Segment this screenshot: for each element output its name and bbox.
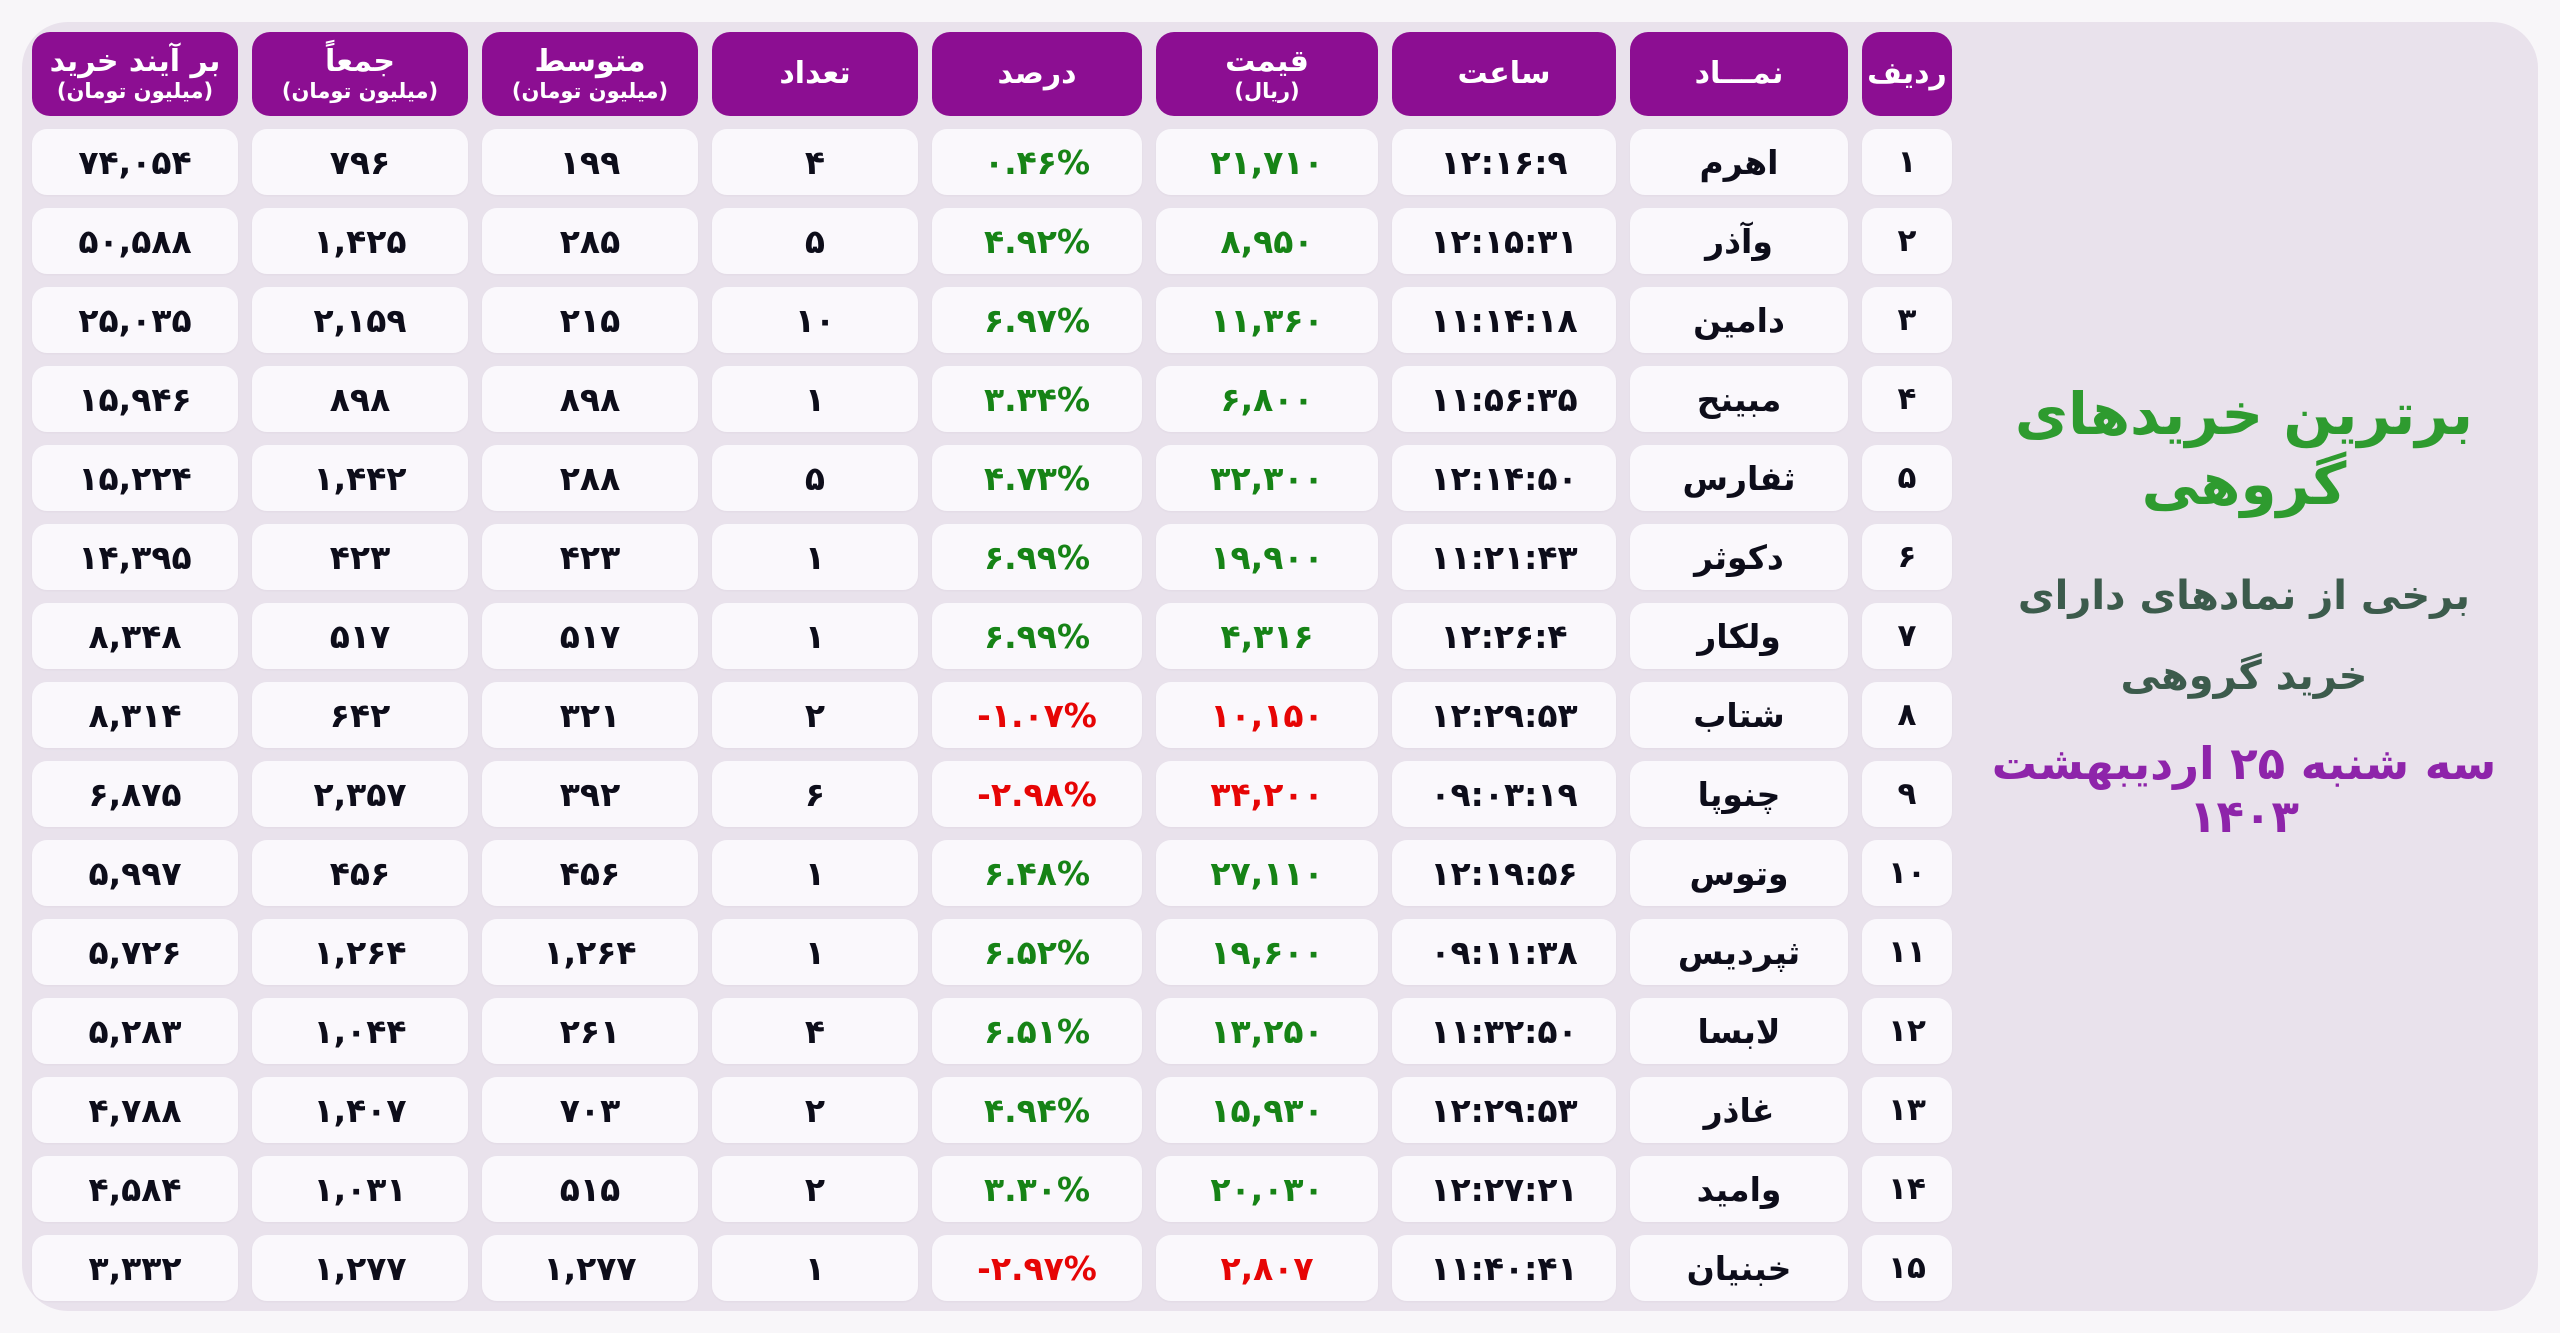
header-time: ساعت — [1392, 32, 1616, 116]
cell-price: ۸,۹۵۰ — [1156, 208, 1378, 274]
cell-symbol: شتاب — [1630, 682, 1848, 748]
cell-avg: ۷۰۳ — [482, 1077, 698, 1143]
cell-index: ۱۳ — [1862, 1077, 1952, 1143]
cell-time: ۱۱:۴۰:۴۱ — [1392, 1235, 1616, 1301]
cell-percent: ۶.۹۹% — [932, 524, 1142, 590]
cell-index: ۱۴ — [1862, 1156, 1952, 1222]
cell-count: ۱ — [712, 603, 918, 669]
cell-index: ۲ — [1862, 208, 1952, 274]
cell-time: ۱۲:۲۹:۵۳ — [1392, 682, 1616, 748]
cell-count: ۴ — [712, 129, 918, 195]
cell-symbol: اهرم — [1630, 129, 1848, 195]
cell-time: ۱۲:۲۶:۴ — [1392, 603, 1616, 669]
cell-time: ۱۱:۵۶:۳۵ — [1392, 366, 1616, 432]
cell-percent: ۴.۷۳% — [932, 445, 1142, 511]
cell-time: ۰۹:۰۳:۱۹ — [1392, 761, 1616, 827]
cell-percent: -۲.۹۷% — [932, 1235, 1142, 1301]
cell-total: ۱,۴۰۷ — [252, 1077, 468, 1143]
cell-symbol: ولکار — [1630, 603, 1848, 669]
cell-symbol: چنوپا — [1630, 761, 1848, 827]
header-price: قیمت (ریال) — [1156, 32, 1378, 116]
cell-index: ۷ — [1862, 603, 1952, 669]
cell-avg: ۳۲۱ — [482, 682, 698, 748]
subtitle-line-1: برخی از نمادهای دارای — [2017, 573, 2471, 620]
cell-price: ۱۳,۲۵۰ — [1156, 998, 1378, 1064]
cell-count: ۵ — [712, 208, 918, 274]
cell-total: ۷۹۶ — [252, 129, 468, 195]
header-count: تعداد — [712, 32, 918, 116]
cell-avg: ۴۵۶ — [482, 840, 698, 906]
cell-avg: ۲۶۱ — [482, 998, 698, 1064]
cell-time: ۱۲:۱۵:۳۱ — [1392, 208, 1616, 274]
cell-net: ۷۴,۰۵۴ — [32, 129, 238, 195]
cell-avg: ۳۹۲ — [482, 761, 698, 827]
cell-total: ۲,۱۵۹ — [252, 287, 468, 353]
cell-percent: ۶.۹۹% — [932, 603, 1142, 669]
cell-count: ۱ — [712, 919, 918, 985]
cell-total: ۴۲۳ — [252, 524, 468, 590]
cell-price: ۱۹,۶۰۰ — [1156, 919, 1378, 985]
cell-index: ۶ — [1862, 524, 1952, 590]
cell-net: ۴,۷۸۸ — [32, 1077, 238, 1143]
cell-avg: ۲۸۸ — [482, 445, 698, 511]
cell-total: ۱,۴۴۲ — [252, 445, 468, 511]
cell-symbol: لابسا — [1630, 998, 1848, 1064]
cell-price: ۴,۳۱۶ — [1156, 603, 1378, 669]
cell-total: ۱,۴۲۵ — [252, 208, 468, 274]
cell-index: ۱ — [1862, 129, 1952, 195]
infographic-panel — [22, 22, 2538, 1311]
cell-time: ۱۲:۱۶:۹ — [1392, 129, 1616, 195]
cell-count: ۲ — [712, 1077, 918, 1143]
cell-net: ۵,۹۹۷ — [32, 840, 238, 906]
cell-time: ۰۹:۱۱:۳۸ — [1392, 919, 1616, 985]
cell-count: ۱ — [712, 366, 918, 432]
cell-total: ۱,۲۷۷ — [252, 1235, 468, 1301]
header-symbol: نمـــاد — [1630, 32, 1848, 116]
cell-net: ۵۰,۵۸۸ — [32, 208, 238, 274]
cell-symbol: خبنیان — [1630, 1235, 1848, 1301]
cell-price: ۲۷,۱۱۰ — [1156, 840, 1378, 906]
cell-index: ۱۲ — [1862, 998, 1952, 1064]
date-label: سه شنبه ۲۵ اردیبهشت ۱۴۰۳ — [1991, 737, 2497, 844]
cell-index: ۵ — [1862, 445, 1952, 511]
cell-net: ۱۵,۹۴۶ — [32, 366, 238, 432]
cell-symbol: دکوثر — [1630, 524, 1848, 590]
cell-total: ۴۵۶ — [252, 840, 468, 906]
cell-avg: ۵۱۵ — [482, 1156, 698, 1222]
cell-index: ۹ — [1862, 761, 1952, 827]
cell-symbol: وآذر — [1630, 208, 1848, 274]
cell-time: ۱۲:۱۹:۵۶ — [1392, 840, 1616, 906]
cell-price: ۲,۸۰۷ — [1156, 1235, 1378, 1301]
cell-total: ۱,۰۳۱ — [252, 1156, 468, 1222]
header-net: بر آیند خرید (میلیون تومان) — [32, 32, 238, 116]
header-avg: متوسط (میلیون تومان) — [482, 32, 698, 116]
cell-time: ۱۲:۲۷:۲۱ — [1392, 1156, 1616, 1222]
cell-avg: ۸۹۸ — [482, 366, 698, 432]
cell-symbol: ثفارس — [1630, 445, 1848, 511]
cell-time: ۱۲:۱۴:۵۰ — [1392, 445, 1616, 511]
cell-percent: ۳.۳۴% — [932, 366, 1142, 432]
cell-count: ۱ — [712, 524, 918, 590]
cell-avg: ۱,۲۷۷ — [482, 1235, 698, 1301]
cell-percent: -۱.۰۷% — [932, 682, 1142, 748]
cell-total: ۱,۲۶۴ — [252, 919, 468, 985]
cell-percent: ۴.۹۲% — [932, 208, 1142, 274]
cell-index: ۱۰ — [1862, 840, 1952, 906]
cell-percent: ۶.۵۲% — [932, 919, 1142, 985]
cell-index: ۴ — [1862, 366, 1952, 432]
table-grid — [32, 32, 1952, 1301]
cell-percent: ۶.۵۱% — [932, 998, 1142, 1064]
cell-total: ۵۱۷ — [252, 603, 468, 669]
cell-time: ۱۱:۳۲:۵۰ — [1392, 998, 1616, 1064]
title-block — [1960, 32, 2528, 1301]
cell-net: ۲۵,۰۳۵ — [32, 287, 238, 353]
cell-time: ۱۱:۲۱:۴۳ — [1392, 524, 1616, 590]
cell-count: ۲ — [712, 1156, 918, 1222]
cell-count: ۶ — [712, 761, 918, 827]
cell-index: ۱۱ — [1862, 919, 1952, 985]
cell-symbol: وتوس — [1630, 840, 1848, 906]
cell-percent: ۴.۹۴% — [932, 1077, 1142, 1143]
cell-percent: ۳.۳۰% — [932, 1156, 1142, 1222]
cell-count: ۴ — [712, 998, 918, 1064]
cell-count: ۲ — [712, 682, 918, 748]
cell-time: ۱۱:۱۴:۱۸ — [1392, 287, 1616, 353]
cell-count: ۱۰ — [712, 287, 918, 353]
cell-percent: ۰.۴۶% — [932, 129, 1142, 195]
cell-symbol: دامین — [1630, 287, 1848, 353]
cell-price: ۱۱,۳۶۰ — [1156, 287, 1378, 353]
cell-avg: ۱,۲۶۴ — [482, 919, 698, 985]
cell-index: ۳ — [1862, 287, 1952, 353]
cell-net: ۶,۸۷۵ — [32, 761, 238, 827]
cell-avg: ۴۲۳ — [482, 524, 698, 590]
cell-index: ۱۵ — [1862, 1235, 1952, 1301]
cell-net: ۸,۳۴۸ — [32, 603, 238, 669]
cell-price: ۳۲,۳۰۰ — [1156, 445, 1378, 511]
cell-price: ۲۱,۷۱۰ — [1156, 129, 1378, 195]
cell-symbol: وامید — [1630, 1156, 1848, 1222]
cell-percent: ۶.۹۷% — [932, 287, 1142, 353]
header-total: جمعاً (میلیون تومان) — [252, 32, 468, 116]
cell-price: ۱۵,۹۳۰ — [1156, 1077, 1378, 1143]
cell-count: ۱ — [712, 840, 918, 906]
cell-time: ۱۲:۲۹:۵۳ — [1392, 1077, 1616, 1143]
cell-index: ۸ — [1862, 682, 1952, 748]
cell-total: ۸۹۸ — [252, 366, 468, 432]
cell-percent: ۶.۴۸% — [932, 840, 1142, 906]
cell-net: ۳,۳۳۲ — [32, 1235, 238, 1301]
cell-net: ۱۴,۳۹۵ — [32, 524, 238, 590]
cell-total: ۶۴۲ — [252, 682, 468, 748]
cell-avg: ۱۹۹ — [482, 129, 698, 195]
cell-count: ۱ — [712, 1235, 918, 1301]
cell-avg: ۲۱۵ — [482, 287, 698, 353]
cell-price: ۶,۸۰۰ — [1156, 366, 1378, 432]
cell-symbol: مبینح — [1630, 366, 1848, 432]
cell-price: ۳۴,۲۰۰ — [1156, 761, 1378, 827]
cell-avg: ۲۸۵ — [482, 208, 698, 274]
subtitle-line-2: خرید گروهی — [2120, 653, 2368, 700]
cell-total: ۲,۳۵۷ — [252, 761, 468, 827]
header-index: ردیف — [1862, 32, 1952, 116]
cell-net: ۱۵,۲۲۴ — [32, 445, 238, 511]
cell-count: ۵ — [712, 445, 918, 511]
cell-net: ۸,۳۱۴ — [32, 682, 238, 748]
cell-symbol: غاذر — [1630, 1077, 1848, 1143]
header-percent: درصد — [932, 32, 1142, 116]
cell-price: ۲۰,۰۳۰ — [1156, 1156, 1378, 1222]
cell-price: ۱۰,۱۵۰ — [1156, 682, 1378, 748]
page-title: برترین خریدهای گروهی — [2014, 380, 2474, 518]
cell-net: ۵,۷۲۶ — [32, 919, 238, 985]
cell-price: ۱۹,۹۰۰ — [1156, 524, 1378, 590]
cell-net: ۵,۲۸۳ — [32, 998, 238, 1064]
cell-symbol: ثپردیس — [1630, 919, 1848, 985]
cell-total: ۱,۰۴۴ — [252, 998, 468, 1064]
cell-net: ۴,۵۸۴ — [32, 1156, 238, 1222]
cell-avg: ۵۱۷ — [482, 603, 698, 669]
cell-percent: -۲.۹۸% — [932, 761, 1142, 827]
